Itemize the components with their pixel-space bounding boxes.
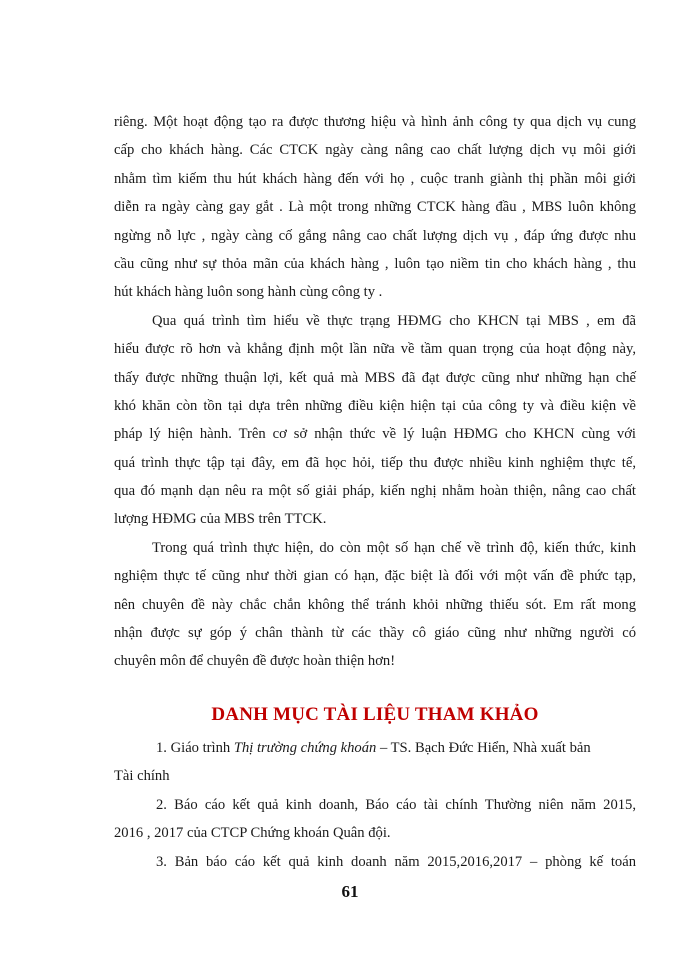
page-number: 61 xyxy=(341,882,359,901)
reference-item: 3. Bản báo cáo kết quả kinh doanh năm 2015,2016,2017 – phòng kế toán xyxy=(156,853,636,870)
reference-item-continuation: 2016 , 2017 của CTCP Chứng khoán Quân đội. xyxy=(114,825,391,842)
reference-suffix: – TS. Bạch Đức Hiển, Nhà xuất bản xyxy=(376,740,591,756)
reference-item xyxy=(114,734,636,762)
paragraph-line: hút khách hàng luôn song hành cùng công ty . xyxy=(114,284,383,301)
paragraph-line: qua đó mạnh dạn nêu ra một số giải pháp, kiến nghị nhằm hoàn thiện, nâng cao chất xyxy=(114,483,636,500)
paragraph-line: lượng HĐMG của MBS trên TTCK. xyxy=(114,511,327,528)
paragraph-line: nhằm tìm kiếm thu hút khách hàng đến với họ , cuộc tranh giành thị phần môi giới xyxy=(114,170,636,187)
paragraph-line: nên chuyên đề này chắc chắn không thể tránh khỏi những thiếu sót. Em rất mong xyxy=(114,596,636,613)
paragraph-line: cầu cũng như sự thỏa mãn của khách hàng , luôn tạo niềm tin cho khách hàng , thu xyxy=(114,255,636,272)
paragraph-line: nhận được sự góp ý chân thành từ các thầy cô giáo cũng như những người có xyxy=(114,625,636,642)
paragraph-line: quá trình thực tập tại đây, em đã học hỏi, tiếp thu được nhiều kinh nghiệm thực tế, xyxy=(114,454,636,471)
paragraph-line: Trong quá trình thực hiện, do còn một số hạn chế về trình độ, kiến thức, kinh xyxy=(152,539,636,556)
reference-title: Thị trường chứng khoán xyxy=(233,740,377,756)
paragraph-line: hiểu được rõ hơn và khẳng định một lần nữa về tầm quan trọng của hoạt động này, xyxy=(114,341,636,358)
reference-item: 2. Báo cáo kết quả kinh doanh, Báo cáo tài chính Thường niên năm 2015, xyxy=(156,796,636,813)
reference-item-continuation: Tài chính xyxy=(114,768,170,785)
paragraph-line: diễn ra ngày càng gay gắt . Là một trong những CTCK hàng đầu , MBS luôn không xyxy=(114,199,636,216)
paragraph-line: ngừng nỗ lực , ngày càng cố gắng nâng cao chất lượng dịch vụ , đáp ứng được nhu xyxy=(114,227,636,244)
references-heading: DANH MỤC TÀI LIỆU THAM KHẢO xyxy=(211,704,539,725)
body-text xyxy=(114,108,636,676)
references-list xyxy=(114,734,636,876)
paragraph-line: chuyên môn để chuyên đề được hoàn thiện hơn! xyxy=(114,653,396,670)
paragraph-line: Qua quá trình tìm hiểu về thực trạng HĐMG cho KHCN tại MBS , em đã xyxy=(152,312,636,329)
paragraph-line: nghiệm thực tế cũng như thời gian có hạn, đặc biệt là đối với một vấn đề phức tạp, xyxy=(114,568,636,585)
paragraph-line: khó khăn còn tồn tại dựa trên những điều kiện hiện tại của công ty và điều kiện về xyxy=(114,397,636,414)
paragraph-line: cấp cho khách hàng. Các CTCK ngày càng nâng cao chất lượng dịch vụ môi giới xyxy=(114,142,636,159)
paragraph-line: pháp lý hiện hành. Trên cơ sở nhận thức về lý luận HĐMG cho KHCN cùng với xyxy=(114,426,636,443)
paragraph-line: thấy được những thuận lợi, kết quả mà MBS đã đạt được cũng như những hạn chế xyxy=(114,369,636,386)
paragraph-line: riêng. Một hoạt động tạo ra được thương hiệu và hình ảnh công ty qua dịch vụ cung xyxy=(114,114,636,130)
reference-prefix: 1. Giáo trình xyxy=(156,740,234,756)
